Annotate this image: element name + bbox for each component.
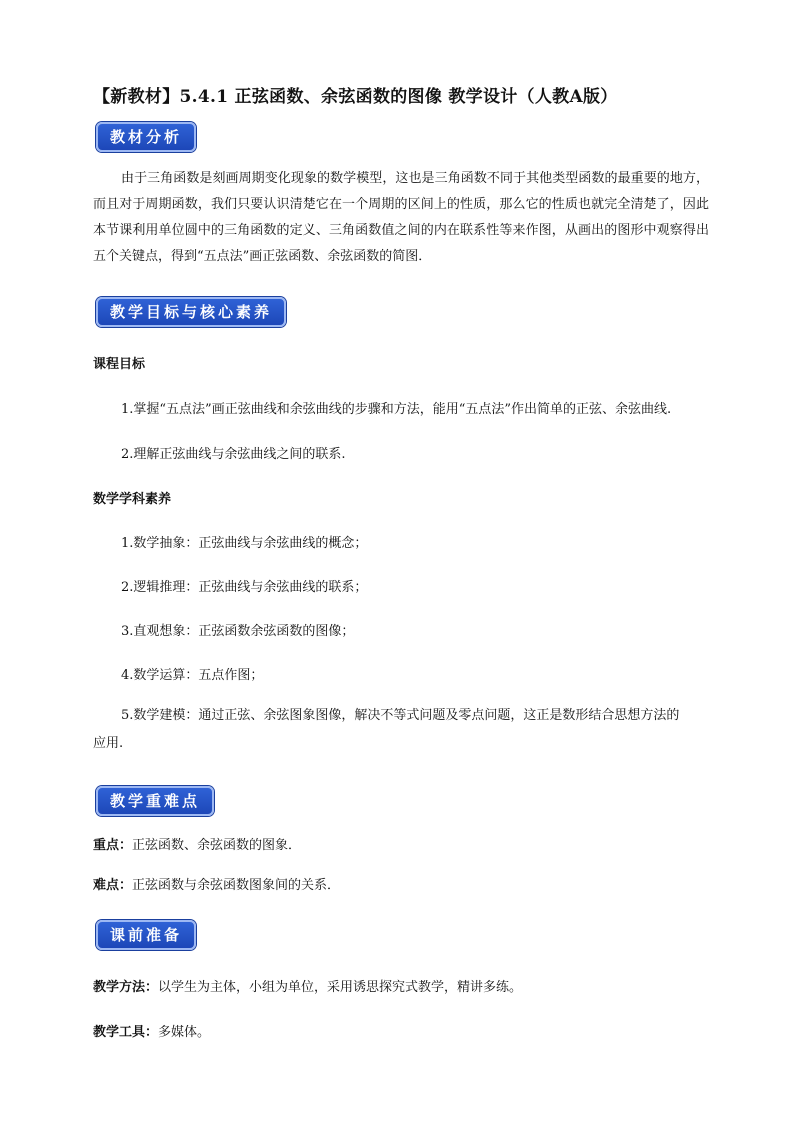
course-goal-item: 1.掌握“五点法”画正弦曲线和余弦曲线的步骤和方法，能用“五点法”作出简单的正弦、余弦曲线. — [121, 402, 672, 417]
literacy-item: 4.数学运算：五点作图； — [121, 668, 264, 683]
course-goal-item: 2.理解正弦曲线与余弦曲线之间的联系. — [121, 447, 346, 462]
literacy-item: 1.数学抽象：正弦曲线与余弦曲线的概念； — [121, 536, 368, 551]
teaching-tools-label: 教学工具： — [93, 1025, 159, 1040]
literacy-item: 5.数学建模：通过正弦、余弦图象图像，解决不等式问题及零点问题，这正是数形结合思想方法的应用. — [93, 708, 680, 751]
section-badge-key-points: 教学重难点 — [96, 786, 214, 816]
teaching-tools-text: 多媒体。 — [158, 1025, 211, 1040]
literacy-item: 3.直观想象：正弦函数余弦函数的图像； — [121, 624, 355, 639]
teaching-method-line — [93, 976, 522, 995]
teaching-tools-line — [93, 1021, 210, 1040]
key-point-text: 正弦函数、余弦函数的图象． — [132, 838, 302, 853]
literacy-heading: 数学学科素养 — [93, 492, 172, 507]
course-goals-heading: 课程目标 — [93, 357, 146, 372]
difficult-point-label: 难点： — [93, 878, 133, 893]
section-badge-objectives: 教学目标与核心素养 — [96, 297, 286, 327]
difficult-point-text: 正弦函数与余弦函数图象间的关系． — [132, 878, 341, 893]
teaching-method-label: 教学方法： — [93, 980, 159, 995]
difficult-point-line — [93, 874, 340, 893]
analysis-paragraph: 由于三角函数是刻画周期变化现象的数学模型，这也是三角函数不同于其他类型函数的最重要的地方，而且对于周期函数，我们只要认识清楚它在一个周期的区间上的性质，那么它的性质也就完全清楚了，因此本节课利用单位圆中的三角函数的定义、三角函数值之间的内在联系性等来作图，从画出的图形中观察得出五个关键点，得到“五点法”画正弦函数、余弦函数的简图． — [93, 171, 709, 264]
document-title: 【新教材】5.4.1 正弦函数、余弦函数的图像 教学设计（人教A版） — [93, 87, 618, 107]
section-badge-analysis: 教材分析 — [96, 122, 196, 152]
section-badge-preparation: 课前准备 — [96, 920, 196, 950]
teaching-method-text: 以学生为主体，小组为单位，采用诱思探究式教学，精讲多练。 — [158, 980, 523, 995]
key-point-label: 重点： — [93, 838, 133, 853]
key-point-line — [93, 834, 301, 853]
literacy-item: 2.逻辑推理：正弦曲线与余弦曲线的联系； — [121, 580, 368, 595]
